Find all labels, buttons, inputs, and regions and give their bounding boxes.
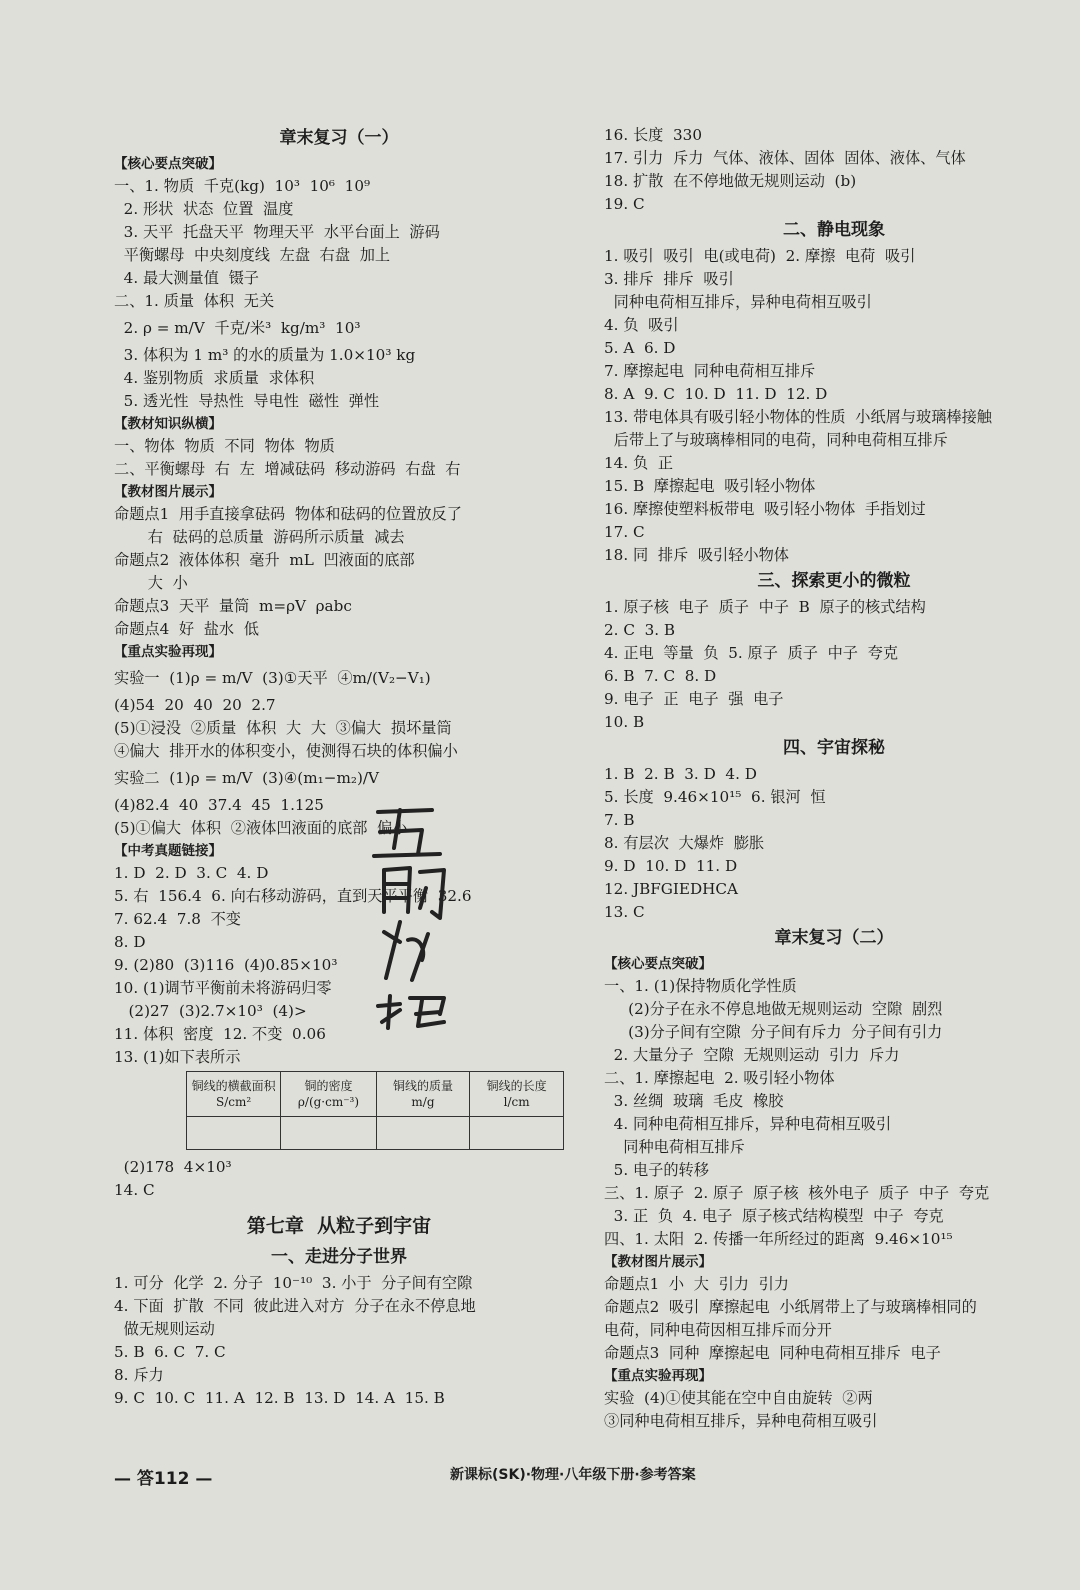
answer-line: 5. 长度 9.46×10¹⁵ 6. 银河 恒 xyxy=(604,788,826,806)
answer-line: (4)54 20 40 20 2.7 xyxy=(114,696,276,714)
answer-line: 4. 负 吸引 xyxy=(604,316,679,334)
answer-line: 2. ρ = m/V 千克/米³ kg/m³ 10³ xyxy=(114,319,361,337)
answer-line: 9. C 10. C 11. A 12. B 13. D 14. A 15. B xyxy=(114,1389,445,1407)
copper-wire-table xyxy=(186,1071,564,1150)
answer-line: 5. 透光性 导热性 导电性 磁性 弹性 xyxy=(114,392,380,410)
handwritten-mark xyxy=(370,800,460,1030)
section-title: 一、走进分子世界 xyxy=(271,1247,407,1267)
page-number: — 答112 — xyxy=(114,1469,213,1489)
answer-line: 8. A 9. C 10. D 11. D 12. D xyxy=(604,385,828,403)
right-column xyxy=(604,124,1064,1433)
answer-line: 13. 带电体具有吸引轻小物体的性质 小纸屑与玻璃棒接触 xyxy=(604,408,992,426)
section-title: 四、宇宙探秘 xyxy=(783,738,885,758)
section-header: 【核心要点突破】 xyxy=(114,156,222,172)
answer-line: 12. JBFGIEDHCA xyxy=(604,880,738,898)
answer-line: (5)①浸没 ②质量 体积 大 大 ③偏大 损坏量筒 xyxy=(114,719,452,737)
answer-line: 17. C xyxy=(604,523,645,541)
answer-line: 16. 长度 330 xyxy=(604,126,702,144)
answer-line: 4. 下面 扩散 不同 彼此进入对方 分子在永不停息地 xyxy=(114,1297,476,1315)
answer-line: 7. 62.4 7.8 不变 xyxy=(114,910,241,928)
answer-line: 4. 正电 等量 负 5. 原子 质子 中子 夸克 xyxy=(604,644,899,662)
answer-line: (2)27 (3)2.7×10³ (4)> xyxy=(114,1002,307,1020)
answer-line: 14. 负 正 xyxy=(604,454,674,472)
answer-line: 8. 有层次 大爆炸 膨胀 xyxy=(604,834,765,852)
answer-line: 5. A 6. D xyxy=(604,339,676,357)
left-column xyxy=(114,124,564,1410)
answer-line: 命题点2 吸引 摩擦起电 小纸屑带上了与玻璃棒相同的 xyxy=(604,1298,977,1316)
table-cell xyxy=(187,1117,281,1150)
answer-line: 实验一 (1)ρ = m/V (3)①天平 ④m/(V₂−V₁) xyxy=(114,669,431,687)
table-cell xyxy=(281,1117,377,1150)
section-header: 【核心要点突破】 xyxy=(604,956,712,972)
answer-line: 平衡螺母 中央刻度线 左盘 右盘 加上 xyxy=(114,246,391,264)
answer-line: 2. 大量分子 空隙 无规则运动 引力 斥力 xyxy=(604,1046,900,1064)
answer-line: 18. 扩散 在不停地做无规则运动 (b) xyxy=(604,172,857,190)
answer-line: 一、1. (1)保持物质化学性质 xyxy=(604,977,797,995)
answer-line: 4. 最大测量值 镊子 xyxy=(114,269,259,287)
answer-line: 3. 体积为 1 m³ 的水的质量为 1.0×10³ kg xyxy=(114,346,416,364)
answer-line: (2)178 4×10³ xyxy=(114,1158,232,1176)
answer-line: (4)82.4 40 37.4 45 1.125 xyxy=(114,796,324,814)
table-cell xyxy=(376,1117,470,1150)
answer-line: 同种电荷相互排斥 xyxy=(604,1138,745,1156)
answer-line: 3. 丝绸 玻璃 毛皮 橡胶 xyxy=(604,1092,784,1110)
answer-line: 10. B xyxy=(604,713,645,731)
section-title: 二、静电现象 xyxy=(783,220,885,240)
answer-line: 命题点1 小 大 引力 引力 xyxy=(604,1275,789,1293)
section-header: 【重点实验再现】 xyxy=(114,644,222,660)
answer-line: 13. C xyxy=(604,903,645,921)
answer-line: 3. 正 负 4. 电子 原子核式结构模型 中子 夸克 xyxy=(604,1207,944,1225)
answer-line: 命题点3 天平 量筒 m=ρV ρabc xyxy=(114,597,352,615)
answer-line: 1. B 2. B 3. D 4. D xyxy=(604,765,757,783)
answer-line: 1. 吸引 吸引 电(或电荷) 2. 摩擦 电荷 吸引 xyxy=(604,247,916,265)
answer-line: 7. B xyxy=(604,811,635,829)
answer-line: 5. 电子的转移 xyxy=(604,1161,709,1179)
answer-line: 9. 电子 正 电子 强 电子 xyxy=(604,690,784,708)
answer-line: 5. B 6. C 7. C xyxy=(114,1343,226,1361)
chapter-review-2-title: 章末复习（二） xyxy=(774,928,894,948)
section-header: 【重点实验再现】 xyxy=(604,1368,712,1384)
table-cell xyxy=(470,1117,564,1150)
answer-line: 大 小 xyxy=(114,574,188,592)
table-header-cell: 铜线的质量 m/g xyxy=(376,1072,470,1117)
chapter-review-1-title: 章末复习（一） xyxy=(279,128,399,148)
answer-line: 3. 排斥 排斥 吸引 xyxy=(604,270,734,288)
table-header-cell: 铜线的长度 l/cm xyxy=(470,1072,564,1117)
answer-line: 二、1. 质量 体积 无关 xyxy=(114,292,275,310)
answer-line: 8. 斥力 xyxy=(114,1366,164,1384)
page-footer xyxy=(0,1464,1080,1490)
answer-line: 1. 可分 化学 2. 分子 10⁻¹⁰ 3. 小于 分子间有空隙 xyxy=(114,1274,473,1292)
table-row xyxy=(187,1117,564,1150)
table-header-row xyxy=(187,1072,564,1117)
answer-line: 9. (2)80 (3)116 (4)0.85×10³ xyxy=(114,956,338,974)
answer-line: 17. 引力 斥力 气体、液体、固体 固体、液体、气体 xyxy=(604,149,966,167)
answer-line: ③同种电荷相互排斥，异种电荷相互吸引 xyxy=(604,1412,878,1430)
answer-line: 电荷，同种电荷因相互排斥而分开 xyxy=(604,1321,832,1339)
answer-line: 4. 鉴别物质 求质量 求体积 xyxy=(114,369,315,387)
answer-line: 做无规则运动 xyxy=(114,1320,215,1338)
answer-line: 命题点4 好 盐水 低 xyxy=(114,620,259,638)
answer-line: (2)分子在永不停息地做无规则运动 空隙 剧烈 xyxy=(604,1000,943,1018)
answer-line: 9. D 10. D 11. D xyxy=(604,857,738,875)
answer-line: 18. 同 排斥 吸引轻小物体 xyxy=(604,546,789,564)
footer-book-title: 新课标(SK)·物理·八年级下册·参考答案 xyxy=(450,1467,696,1483)
table-header-cell: 铜的密度 ρ/(g·cm⁻³) xyxy=(281,1072,377,1117)
answer-line: 一、物体 物质 不同 物体 物质 xyxy=(114,437,335,455)
answer-line: 同种电荷相互排斥，异种电荷相互吸引 xyxy=(604,293,872,311)
answer-line: 7. 摩擦起电 同种电荷相互排斥 xyxy=(604,362,816,380)
answer-line: 2. C 3. B xyxy=(604,621,676,639)
answer-line: (3)分子间有空隙 分子间有斥力 分子间有引力 xyxy=(604,1023,943,1041)
answer-line: 2. 形状 状态 位置 温度 xyxy=(114,200,294,218)
answer-line: 14. C xyxy=(114,1181,155,1199)
section-header: 【教材知识纵横】 xyxy=(114,416,222,432)
answer-line: 1. D 2. D 3. C 4. D xyxy=(114,864,269,882)
answer-line: 三、1. 原子 2. 原子 原子核 核外电子 质子 中子 夸克 xyxy=(604,1184,990,1202)
section-title: 三、探索更小的微粒 xyxy=(757,571,911,591)
answer-line: 3. 天平 托盘天平 物理天平 水平台面上 游码 xyxy=(114,223,440,241)
answer-line: 右 砝码的总质量 游码所示质量 减去 xyxy=(114,528,405,546)
section-header: 【中考真题链接】 xyxy=(114,843,222,859)
answer-line: 命题点2 液体体积 毫升 mL 凹液面的底部 xyxy=(114,551,415,569)
section-header: 【教材图片展示】 xyxy=(604,1254,712,1270)
answer-line: 后带上了与玻璃棒相同的电荷，同种电荷相互排斥 xyxy=(604,431,948,449)
answer-line: 一、1. 物质 千克(kg) 10³ 10⁶ 10⁹ xyxy=(114,177,371,195)
answer-line: 11. 体积 密度 12. 不变 0.06 xyxy=(114,1025,326,1043)
answer-line: 5. 右 156.4 6. 向右移动游码，直到天平平衡 32.6 xyxy=(114,887,472,905)
answer-line: 实验二 (1)ρ = m/V (3)④(m₁−m₂)/V xyxy=(114,769,379,787)
answer-line: 二、1. 摩擦起电 2. 吸引轻小物体 xyxy=(604,1069,835,1087)
answer-line: 13. (1)如下表所示 xyxy=(114,1048,241,1066)
answer-line: 命题点3 同种 摩擦起电 同种电荷相互排斥 电子 xyxy=(604,1344,941,1362)
answer-line: ④偏大 排开水的体积变小，使测得石块的体积偏小 xyxy=(114,742,458,760)
answer-line: 6. B 7. C 8. D xyxy=(604,667,717,685)
answer-line: 命题点1 用手直接拿砝码 物体和砝码的位置放反了 xyxy=(114,505,462,523)
answer-line: (5)①偏大 体积 ②液体凹液面的底部 偏小 xyxy=(114,819,408,837)
answer-line: 10. (1)调节平衡前未将游码归零 xyxy=(114,979,332,997)
answer-line: 15. B 摩擦起电 吸引轻小物体 xyxy=(604,477,816,495)
answer-line: 二、平衡螺母 右 左 增减砝码 移动游码 右盘 右 xyxy=(114,460,461,478)
answer-line: 16. 摩擦使塑料板带电 吸引轻小物体 手指划过 xyxy=(604,500,926,518)
answer-line: 实验 (4)①使其能在空中自由旋转 ②两 xyxy=(604,1389,873,1407)
chapter-title: 第七章 从粒子到宇宙 xyxy=(246,1215,432,1237)
answer-line: 19. C xyxy=(604,195,645,213)
section-header: 【教材图片展示】 xyxy=(114,484,222,500)
answer-line: 四、1. 太阳 2. 传播一年所经过的距离 9.46×10¹⁵ xyxy=(604,1230,953,1248)
answer-line: 4. 同种电荷相互排斥，异种电荷相互吸引 xyxy=(604,1115,892,1133)
table-header-cell: 铜线的横截面积 S/cm² xyxy=(187,1072,281,1117)
answer-line: 1. 原子核 电子 质子 中子 B 原子的核式结构 xyxy=(604,598,926,616)
answer-line: 8. D xyxy=(114,933,146,951)
